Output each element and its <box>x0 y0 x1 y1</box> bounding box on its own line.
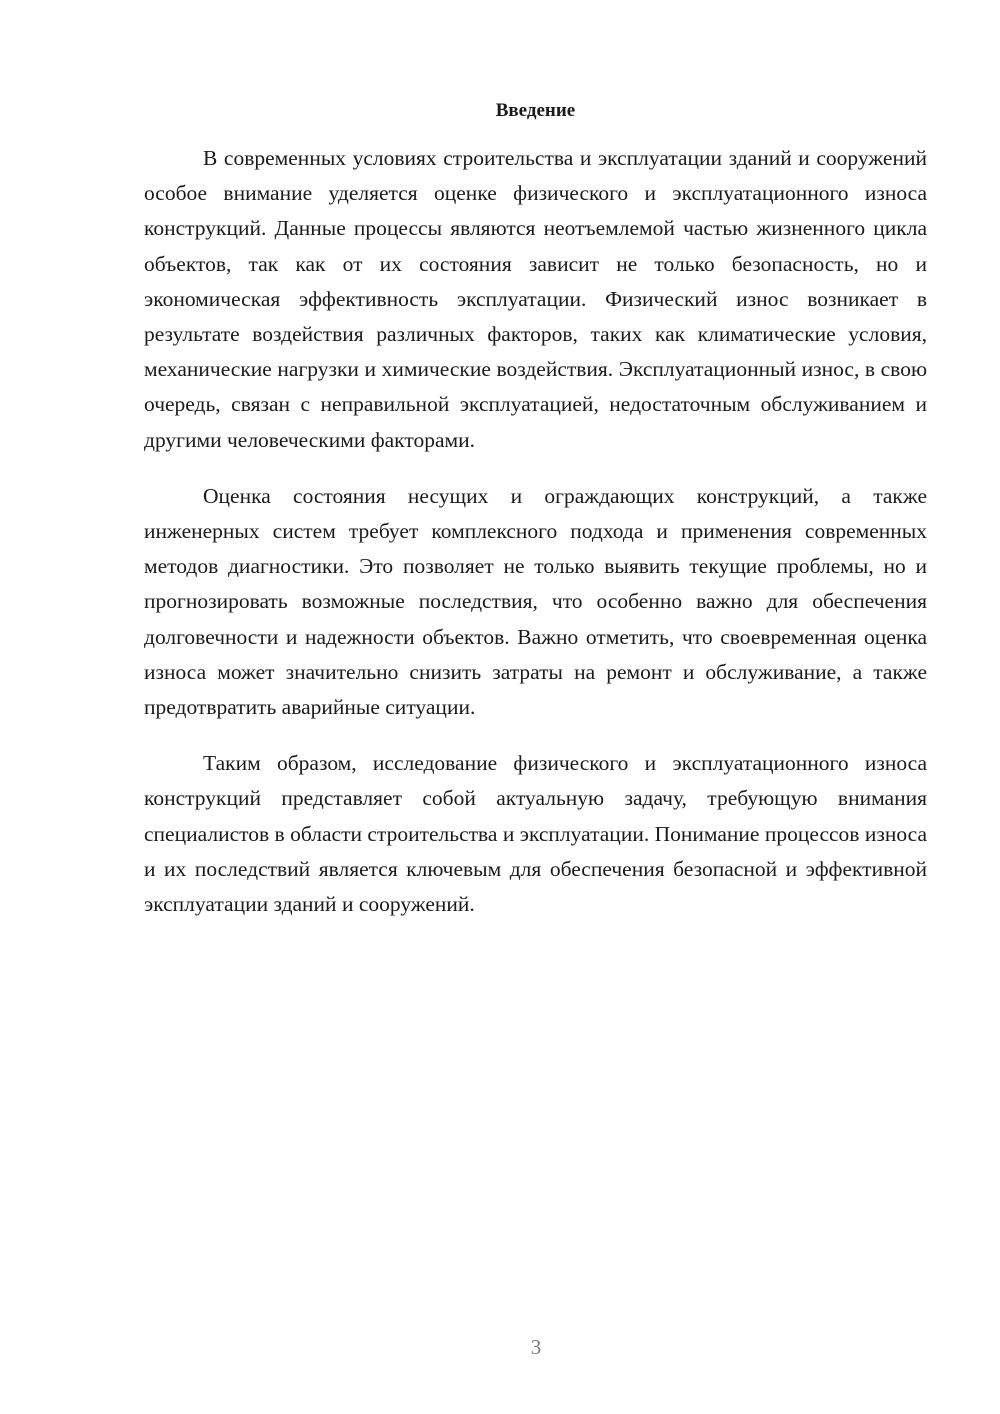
paragraph-1: В современных условиях строительства и эксплуатации зданий и сооружений особое внимание уделяется оценке физического и эксплуатационного износа конструкций. Данные процессы являются неотъемлемой частью жизненного цикла объектов, так как от их состояния зависит не только безопасность, но и экономическая эффективность эксплуатации. Физический износ возникает в результате воздействия различных факторов, таких как климатические условия, механические нагрузки и химические воздействия. Эксплуатационный износ, в свою очередь, связан с неправильной эксплуатацией, недостаточным обслуживанием и другими человеческими факторами. <box>144 146 927 452</box>
paragraph-3: Таким образом, исследование физического и эксплуатационного износа конструкций представляет собой актуальную задачу, требующую внимания специалистов в области строительства и эксплуатации. Понимание процессов износа и их последствий является ключевым для обеспечения безопасной и эффективной эксплуатации зданий и сооружений. <box>144 751 927 917</box>
body-text <box>144 141 927 922</box>
section-heading: Введение <box>495 100 576 121</box>
paragraph-2: Оценка состояния несущих и ограждающих конструкций, а также инженерных систем требует комплексного подхода и применения современных методов диагностики. Это позволяет не только выявить текущие проблемы, но и прогнозировать возможные последствия, что особенно важно для обеспечения долговечности и надежности объектов. Важно отметить, что своевременная оценка износа может значительно снизить затраты на ремонт и обслуживание, а также предотвратить аварийные ситуации. <box>144 483 927 720</box>
page-number: 3 <box>530 1335 542 1359</box>
